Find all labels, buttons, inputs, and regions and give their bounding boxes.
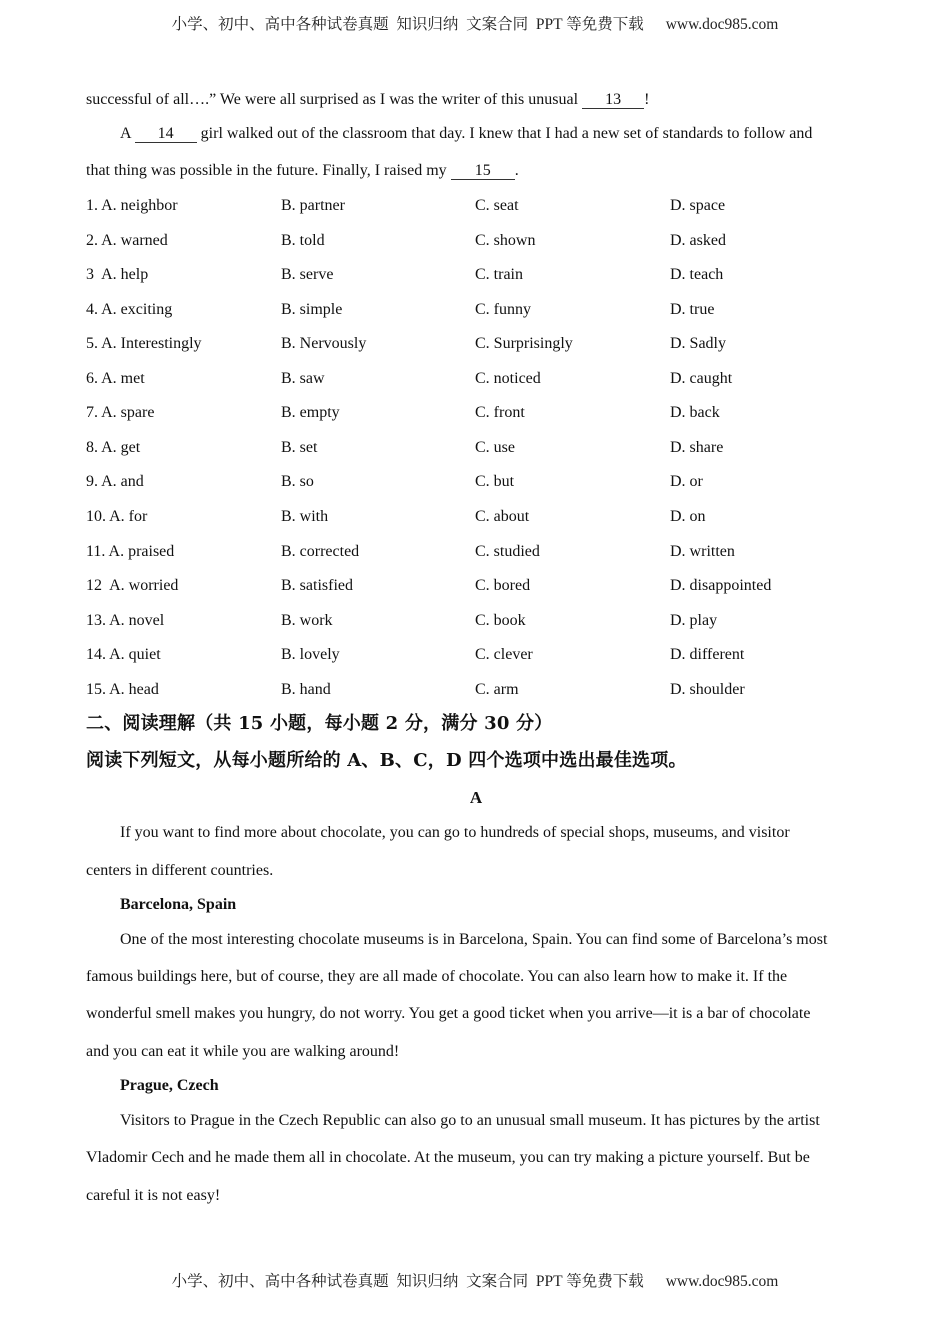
option-b: B. saw — [281, 370, 325, 387]
option-b: B. set — [281, 439, 318, 456]
barcelona-line-3: wonderful smell makes you hungry, do not worry. You get a good ticket when you arrive—it is a bar of chocolate — [86, 1005, 811, 1022]
option-d: D. Sadly — [670, 335, 726, 352]
question-row — [86, 472, 866, 492]
option-d: D. back — [670, 404, 720, 421]
intro-line-1: If you want to find more about chocolate, you can go to hundreds of special shops, museums, and visitor — [120, 824, 790, 841]
option-d: D. share — [670, 439, 724, 456]
question-row — [86, 645, 866, 665]
prague-heading: Prague, Czech — [120, 1077, 219, 1094]
question-row — [86, 369, 866, 389]
option-c: C. Surprisingly — [475, 335, 573, 352]
passage-label: A — [469, 788, 483, 807]
option-d: D. asked — [670, 232, 726, 249]
option-d: D. caught — [670, 370, 733, 387]
header-url-link[interactable]: www.doc985.com — [665, 16, 779, 33]
option-a: 13. A. novel — [86, 612, 165, 629]
intro-line-2: centers in different countries. — [86, 862, 274, 879]
option-c: C. studied — [475, 543, 540, 560]
option-d: D. on — [670, 508, 706, 525]
option-c: C. front — [475, 404, 525, 421]
barcelona-line-2: famous buildings here, but of course, they are all made of chocolate. You can also learn how to make it. If the — [86, 968, 788, 985]
barcelona-heading: Barcelona, Spain — [120, 896, 237, 913]
header-text: 小学、初中、高中各种试卷真题 知识归纳 文案合同 PPT 等免费下载 — [171, 16, 644, 33]
option-b: B. corrected — [281, 543, 360, 560]
option-d: D. true — [670, 301, 715, 318]
option-d: D. space — [670, 197, 726, 214]
option-d: D. or — [670, 473, 703, 490]
question-row — [86, 403, 866, 423]
barcelona-line-1: One of the most interesting chocolate museums is in Barcelona, Spain. You can find some of Barcelona’s most — [120, 931, 828, 948]
question-row — [86, 611, 866, 631]
option-a: 12 A. worried — [86, 577, 179, 594]
option-c: C. shown — [475, 232, 536, 249]
passage-line-1: successful of all….” We were all surprised as I was the writer of this unusual 13 ! — [86, 91, 650, 108]
option-b: B. with — [281, 508, 329, 525]
footer-text: 小学、初中、高中各种试卷真题 知识归纳 文案合同 PPT 等免费下载 — [171, 1273, 644, 1290]
option-c: C. use — [475, 439, 515, 456]
option-c: C. seat — [475, 197, 519, 214]
option-d: D. written — [670, 543, 735, 560]
section-2-title: 二、阅读理解（共 15 小题，每小题 2 分，满分 30 分） — [86, 713, 553, 734]
option-d: D. teach — [670, 266, 724, 283]
page-footer — [0, 1269, 950, 1291]
blank-15: 15 — [451, 163, 515, 180]
option-c: C. about — [475, 508, 530, 525]
option-b: B. lovely — [281, 646, 340, 663]
option-a: 11. A. praised — [86, 543, 175, 560]
question-row — [86, 231, 866, 251]
question-row — [86, 196, 866, 216]
option-a: 4. A. exciting — [86, 301, 173, 318]
passage-line-3: that thing was possible in the future. Finally, I raised my 15 . — [86, 162, 519, 179]
option-b: B. told — [281, 232, 325, 249]
option-c: C. clever — [475, 646, 533, 663]
question-row — [86, 576, 866, 596]
option-c: C. funny — [475, 301, 531, 318]
option-c: C. train — [475, 266, 523, 283]
question-row — [86, 300, 866, 320]
question-row — [86, 507, 866, 527]
option-d: D. shoulder — [670, 681, 745, 698]
prague-line-3: careful it is not easy! — [86, 1187, 221, 1204]
option-b: B. Nervously — [281, 335, 367, 352]
option-a: 14. A. quiet — [86, 646, 161, 663]
option-a: 8. A. get — [86, 439, 141, 456]
prague-line-1: Visitors to Prague in the Czech Republic can also go to an unusual small museum. It has pictures by the artist — [120, 1112, 820, 1129]
option-a: 7. A. spare — [86, 404, 155, 421]
question-row — [86, 542, 866, 562]
option-c: C. noticed — [475, 370, 541, 387]
prague-line-2: Vladomir Cech and he made them all in chocolate. At the museum, you can try making a picture yourself. But be — [86, 1149, 810, 1166]
section-2-instruction: 阅读下列短文，从每小题所给的 A、B、C，D 四个选项中选出最佳选项。 — [86, 750, 687, 771]
option-a: 10. A. for — [86, 508, 148, 525]
option-b: B. so — [281, 473, 314, 490]
blank-14: 14 — [135, 126, 197, 143]
option-d: D. disappointed — [670, 577, 772, 594]
footer-url-link[interactable]: www.doc985.com — [665, 1273, 779, 1290]
option-c: C. but — [475, 473, 515, 490]
option-b: B. empty — [281, 404, 340, 421]
option-a: 6. A. met — [86, 370, 145, 387]
option-a: 3 A. help — [86, 266, 149, 283]
option-a: 2. A. warned — [86, 232, 168, 249]
option-b: B. hand — [281, 681, 331, 698]
option-a: 5. A. Interestingly — [86, 335, 202, 352]
option-d: D. play — [670, 612, 718, 629]
option-a: 9. A. and — [86, 473, 144, 490]
option-b: B. serve — [281, 266, 334, 283]
option-b: B. work — [281, 612, 333, 629]
option-b: B. partner — [281, 197, 345, 214]
option-c: C. book — [475, 612, 526, 629]
option-b: B. simple — [281, 301, 343, 318]
question-row — [86, 680, 866, 700]
barcelona-line-4: and you can eat it while you are walking around! — [86, 1043, 400, 1060]
option-c: C. arm — [475, 681, 519, 698]
passage-line-2: A 14 girl walked out of the classroom that day. I knew that I had a new set of standards to follow and — [120, 125, 813, 142]
option-c: C. bored — [475, 577, 531, 594]
question-row — [86, 265, 866, 285]
option-b: B. satisfied — [281, 577, 353, 594]
option-a: 1. A. neighbor — [86, 197, 178, 214]
question-row — [86, 334, 866, 354]
blank-13: 13 — [582, 92, 644, 109]
page-header — [0, 12, 950, 34]
option-a: 15. A. head — [86, 681, 159, 698]
option-d: D. different — [670, 646, 745, 663]
question-row — [86, 438, 866, 458]
